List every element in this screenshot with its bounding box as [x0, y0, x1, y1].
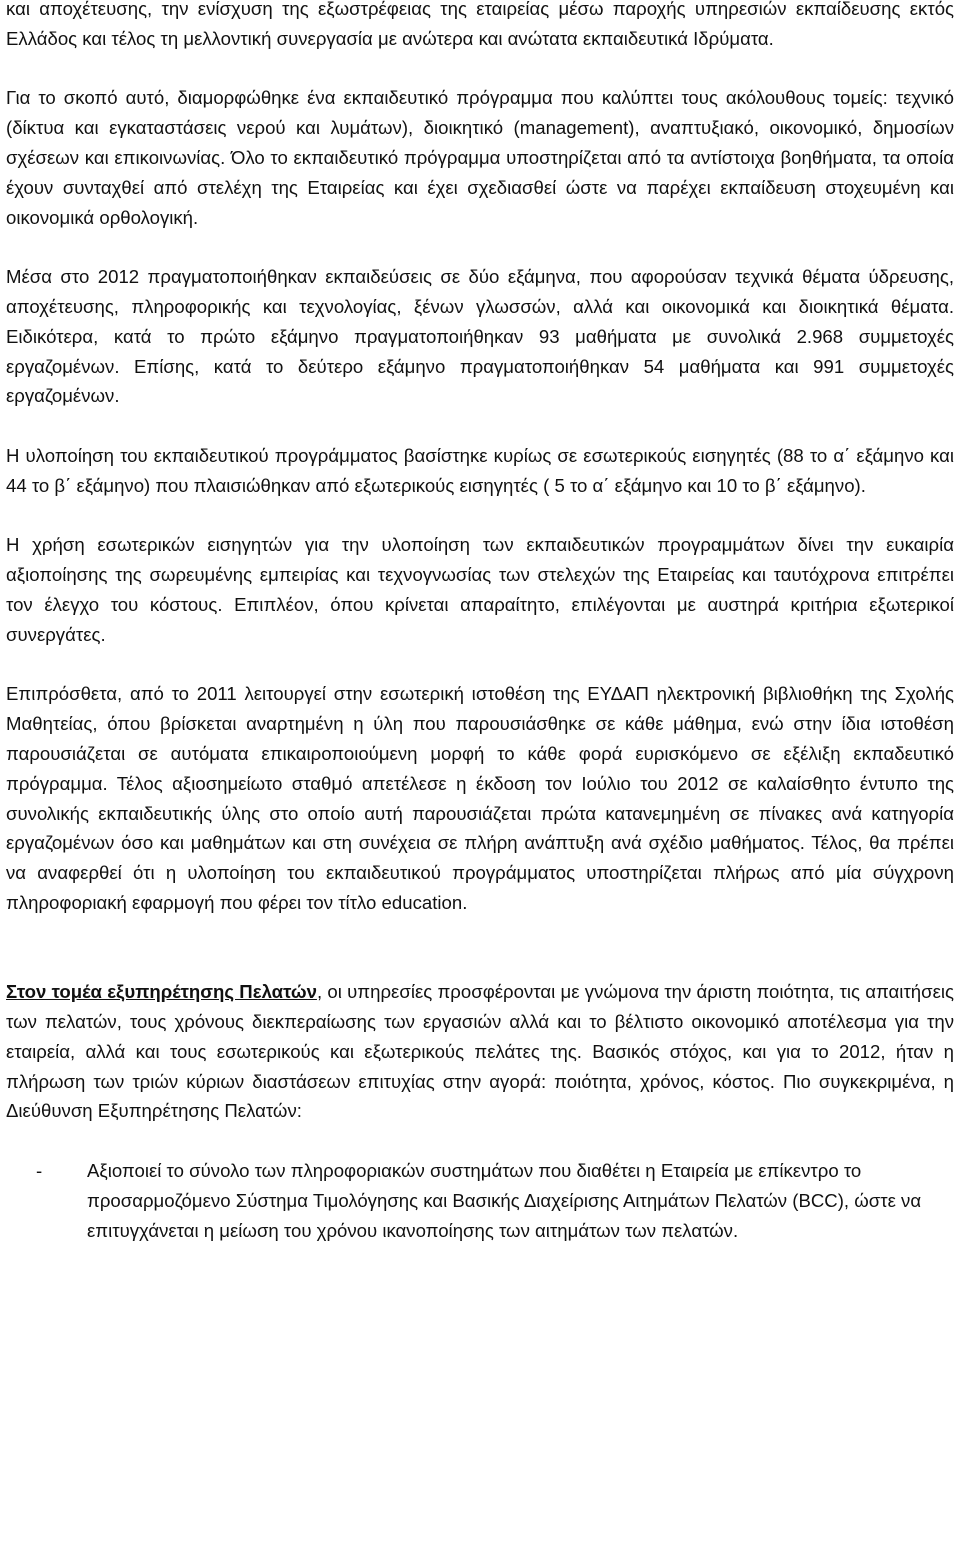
internal-trainers-paragraph: Η χρήση εσωτερικών εισηγητών για την υλοποίηση των εκπαιδευτικών προγραμμάτων δίνει την ευκαιρία αξιοποίησης της σωρευμένης εμπειρίας και τεχνογνωσίας των στελεχών της Εταιρείας και ταυτόχρονα επιτρέπει τον έλεγχο του κόστους. Επιπλέον, όπου κρίνεται απαραίτητο, επιλέγονται με αυστηρά κριτήρια εξωτερικοί συνεργάτες.	[6, 534, 954, 645]
customer-service-paragraph	[6, 977, 954, 1126]
e-library-paragraph: Επιπρόσθετα, από το 2011 λειτουργεί στην εσωτερική ιστοθέση της ΕΥΔΑΠ ηλεκτρονική βιβλιοθήκη της Σχολής Μαθητείας, όπου βρίσκεται αναρτημένη η ύλη που παρουσιάσθηκε σε κάθε μάθημα, ενώ στην ίδια ιστοθέση παρουσιάζεται σε αυτόματα επικαιροποιούμενη μορφή το κάθε φορά ευρισκόμενο σε εξέλιξη εκπαδευτικό πρόγραμμα. Τέλος αξιοσημείωτο σταθμό απετέλεσε η έκδοση τον Ιούλιο του 2012 σε καλαίσθητο έντυπο της συνολικής εκπαιδευτικής ύλης στο οποίο αυτή παρουσιάζεται πρώτα κατανεμημένη σε πίνακες ανά κατηγορία εργαζομένων όσο και μαθημάτων και στη συνέχεια σε πλήρη ανάπτυξη ανά σχέδιο μαθήματος. Τέλος, θα πρέπει να αναφερθεί ότι η υλοποίηση του εκπαιδευτικού προγράμματος υποστηρίζεται πλήρως από μία σύγχρονη πληροφοριακή εφαρμογή που φέρει τον τίτλο education.	[6, 683, 954, 913]
training-program-paragraph: Για το σκοπό αυτό, διαμορφώθηκε ένα εκπαιδευτικό πρόγραμμα που καλύπτει τους ακόλουθους τομείς: τεχνικό (δίκτυα και εγκαταστάσεις νερού και λυμάτων), διοικητικό (management), αναπτυξιακό, οικονομικό, δημοσίων σχέσεων και επικοινωνίας. Όλο το εκπαιδευτικό πρόγραμμα υποστηρίζεται από τα αντίστοιχα βοηθήματα, τα οποία έχουν συνταχθεί από στελέχη της Εταιρείας και έχει σχεδιασθεί ώστε να παρέχει εκπαίδευση στοχευμένη και οικονομικά ορθολογική.	[6, 87, 954, 228]
intro-paragraph: και αποχέτευσης, την ενίσχυση της εξωστρέφειας της εταιρείας μέσω παροχής υπηρεσιών εκπαίδευσης εκτός Ελλάδος και τέλος τη μελλοντική συνεργασία με ανώτερα και ανώτατα εκπαιδευτικά Ιδρύματα.	[6, 0, 954, 49]
customer-service-text: , οι υπηρεσίες προσφέρονται με γνώμονα την άριστη ποιότητα, τις απαιτήσεις των πελατών, τους χρόνους διεκπεραίωσης των εργασιών αλλά και το βέλτιστο οικονομικό αποτέλεσμα για την εταιρεία, αλλά και τους εσωτερικούς και εξωτερικούς πελάτες της. Βασικός στόχος, και για το 2012, ήταν η πλήρωση των τριών κύριων διαστάσεων επιτυχίας στην αγορά: ποιότητα, χρόνος, κόστος. Πιο συγκεκριμένα, η Διεύθυνση Εξυπηρέτησης Πελατών:	[6, 981, 954, 1122]
customer-service-heading: Στον τομέα εξυπηρέτησης Πελατών	[6, 981, 317, 1003]
bullet-marker: -	[36, 1160, 43, 1182]
customer-service-list	[6, 1156, 954, 1245]
list-item	[6, 1156, 954, 1245]
training-2012-paragraph: Μέσα στο 2012 πραγματοποιήθηκαν εκπαιδεύσεις σε δύο εξάμηνα, που αφορούσαν τεχνικά θέματα ύδρευσης, αποχέτευσης, πληροφορικής και τεχνολογίας, ξένων γλωσσών, αλλά και οικονομικά και διοικητικά θέματα. Ειδικότερα, κατά το πρώτο εξάμηνο πραγματοποιήθηκαν 93 μαθήματα με συνολικά 2.968 συμμετοχές εργαζομένων. Επίσης, κατά το δεύτερο εξάμηνο πραγματοποιήθηκαν 54 μαθήματα και 991 συμμετοχές εργαζομένων.	[6, 266, 954, 407]
bullet-text: Αξιοποιεί το σύνολο των πληροφοριακών συστημάτων που διαθέτει η Εταιρεία με επίκεντρο το προσαρμοζόμενο Σύστημα Τιμολόγησης και Βασικής Διαχείρισης Αιτημάτων Πελατών (BCC), ώστε να επιτυγχάνεται η μείωση του χρόνου ικανοποίησης των αιτημάτων των πελατών.	[87, 1160, 922, 1241]
document-page	[6, 0, 954, 1245]
trainers-paragraph: Η υλοποίηση του εκπαιδευτικού προγράμματος βασίστηκε κυρίως σε εσωτερικούς εισηγητές (88 το α΄ εξάμηνο και 44 το β΄ εξάμηνο) που πλαισιώθηκαν από εξωτερικούς εισηγητές ( 5 το α΄ εξάμηνο και 10 το β΄ εξάμηνο).	[6, 444, 954, 496]
